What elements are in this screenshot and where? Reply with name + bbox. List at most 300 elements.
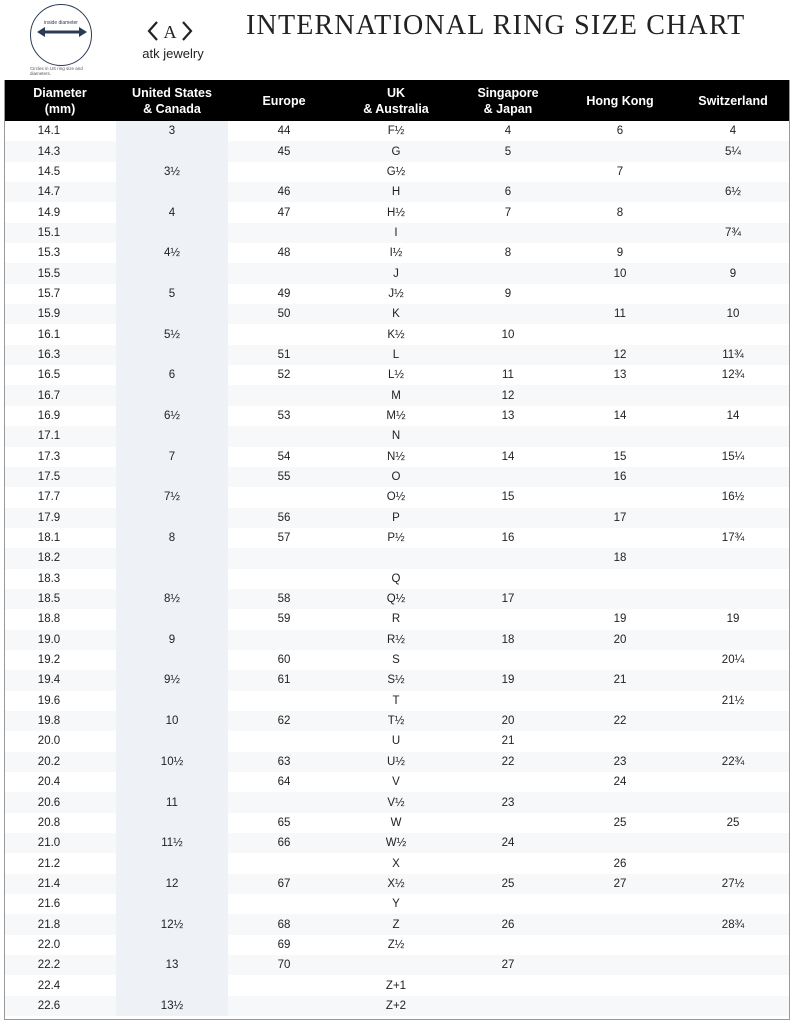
col-europe-cell — [228, 487, 340, 507]
col-hong-kong-cell: 16 — [564, 467, 676, 487]
table-row — [4, 467, 790, 487]
col-hong-kong-cell: 27 — [564, 874, 676, 894]
table-row — [4, 141, 790, 161]
col-diameter-cell: 15.9 — [4, 304, 116, 324]
col-europe-cell — [228, 548, 340, 568]
col-singapore-japan-cell: 27 — [452, 955, 564, 975]
col-diameter-cell: 18.8 — [4, 609, 116, 629]
col-europe-cell: 62 — [228, 711, 340, 731]
col-hong-kong-cell — [564, 589, 676, 609]
col-uk-australia-cell: R — [340, 609, 452, 629]
col-us-canada-cell — [116, 141, 228, 161]
col-diameter-cell: 18.5 — [4, 589, 116, 609]
col-switzerland-cell: 9 — [676, 263, 790, 283]
col-switzerland-cell — [676, 202, 790, 222]
col-singapore-japan-cell: 8 — [452, 243, 564, 263]
col-uk-australia-cell: Z½ — [340, 935, 452, 955]
col-hong-kong-cell: 19 — [564, 609, 676, 629]
table-row — [4, 345, 790, 365]
col-singapore-japan-cell: 23 — [452, 792, 564, 812]
col-diameter-cell: 20.6 — [4, 792, 116, 812]
col-hong-kong-cell — [564, 324, 676, 344]
col-singapore-japan-cell — [452, 508, 564, 528]
col-europe-cell: 45 — [228, 141, 340, 161]
table-row — [4, 324, 790, 344]
col-diameter-cell: 21.2 — [4, 853, 116, 873]
col-us-canada-cell — [116, 731, 228, 751]
col-us-canada-cell: 4½ — [116, 243, 228, 263]
col-uk-australia-cell: J½ — [340, 284, 452, 304]
col-switzerland-cell: 6½ — [676, 182, 790, 202]
col-hong-kong-cell — [564, 569, 676, 589]
col-uk-australia-cell: Z+1 — [340, 975, 452, 995]
col-diameter-cell: 16.5 — [4, 365, 116, 385]
col-diameter-cell: 21.4 — [4, 874, 116, 894]
col-us-canada-cell: 3 — [116, 121, 228, 141]
col-uk-australia-cell: U½ — [340, 752, 452, 772]
col-diameter-cell: 22.6 — [4, 996, 116, 1016]
col-europe-cell: 70 — [228, 955, 340, 975]
col-us-canada-cell: 10½ — [116, 752, 228, 772]
col-switzerland-cell — [676, 284, 790, 304]
table-row — [4, 548, 790, 568]
col-hong-kong-cell: 8 — [564, 202, 676, 222]
col-switzerland-cell — [676, 385, 790, 405]
col-singapore-japan-cell — [452, 894, 564, 914]
table-row — [4, 243, 790, 263]
table-row — [4, 202, 790, 222]
col-hong-kong-cell: 24 — [564, 772, 676, 792]
col-hong-kong-cell — [564, 284, 676, 304]
col-uk-australia-cell: H½ — [340, 202, 452, 222]
badge-caption: Circles in US ring size and diameters. — [30, 66, 83, 76]
col-europe-cell: 63 — [228, 752, 340, 772]
col-diameter-cell: 17.7 — [4, 487, 116, 507]
col-europe-cell: 49 — [228, 284, 340, 304]
col-hong-kong-cell — [564, 528, 676, 548]
col-hong-kong-cell — [564, 914, 676, 934]
col-switzerland-cell — [676, 975, 790, 995]
col-uk-australia-cell: U — [340, 731, 452, 751]
col-diameter-cell: 15.5 — [4, 263, 116, 283]
col-switzerland-cell: 21½ — [676, 691, 790, 711]
col-hong-kong-cell: 10 — [564, 263, 676, 283]
col-us-canada-cell: 10 — [116, 711, 228, 731]
col-europe-cell — [228, 223, 340, 243]
col-diameter-cell: 19.8 — [4, 711, 116, 731]
col-hong-kong-cell — [564, 385, 676, 405]
col-hong-kong-cell: 17 — [564, 508, 676, 528]
table-row — [4, 609, 790, 629]
col-europe-cell — [228, 162, 340, 182]
col-europe-cell: 66 — [228, 833, 340, 853]
col-europe-cell — [228, 691, 340, 711]
col-diameter-cell: 18.1 — [4, 528, 116, 548]
col-europe-cell — [228, 426, 340, 446]
col-singapore-japan-cell — [452, 548, 564, 568]
table-row — [4, 691, 790, 711]
col-diameter-cell: 16.7 — [4, 385, 116, 405]
col-hong-kong-cell — [564, 426, 676, 446]
col-europe-cell — [228, 569, 340, 589]
col-us-canada-cell — [116, 853, 228, 873]
table-row — [4, 894, 790, 914]
col-europe-cell: 67 — [228, 874, 340, 894]
col-switzerland-cell — [676, 670, 790, 690]
table-row — [4, 528, 790, 548]
col-switzerland-cell — [676, 792, 790, 812]
col-switzerland-cell — [676, 243, 790, 263]
col-singapore-japan-header: Singapore & Japan — [452, 80, 564, 121]
col-switzerland-cell: 16½ — [676, 487, 790, 507]
table-row — [4, 853, 790, 873]
col-switzerland-cell: 4 — [676, 121, 790, 141]
col-us-canada-header: United States & Canada — [116, 80, 228, 121]
col-switzerland-cell: 15¼ — [676, 447, 790, 467]
col-singapore-japan-cell — [452, 853, 564, 873]
col-switzerland-cell — [676, 426, 790, 446]
col-europe-cell: 44 — [228, 121, 340, 141]
col-hong-kong-cell: 15 — [564, 447, 676, 467]
table-row — [4, 263, 790, 283]
col-uk-australia-cell: P — [340, 508, 452, 528]
col-singapore-japan-cell — [452, 304, 564, 324]
col-switzerland-cell: 5¼ — [676, 141, 790, 161]
col-us-canada-cell — [116, 263, 228, 283]
col-uk-australia-cell: R½ — [340, 630, 452, 650]
col-switzerland-cell — [676, 589, 790, 609]
col-uk-australia-cell — [340, 955, 452, 975]
col-diameter-cell: 22.2 — [4, 955, 116, 975]
col-uk-australia-cell: L — [340, 345, 452, 365]
col-europe-cell — [228, 731, 340, 751]
col-hong-kong-cell: 7 — [564, 162, 676, 182]
col-diameter-cell: 14.1 — [4, 121, 116, 141]
col-switzerland-cell: 28¾ — [676, 914, 790, 934]
table-row — [4, 996, 790, 1016]
table-row — [4, 447, 790, 467]
col-europe-cell: 47 — [228, 202, 340, 222]
col-europe-cell: 69 — [228, 935, 340, 955]
col-switzerland-cell — [676, 955, 790, 975]
col-europe-cell: 46 — [228, 182, 340, 202]
col-hong-kong-cell — [564, 894, 676, 914]
col-uk-australia-cell: T½ — [340, 711, 452, 731]
col-us-canada-cell: 12½ — [116, 914, 228, 934]
col-us-canada-cell: 5½ — [116, 324, 228, 344]
col-singapore-japan-cell: 25 — [452, 874, 564, 894]
col-us-canada-cell: 8 — [116, 528, 228, 548]
col-uk-australia-cell: T — [340, 691, 452, 711]
col-singapore-japan-cell — [452, 691, 564, 711]
table-row — [4, 406, 790, 426]
col-singapore-japan-cell: 4 — [452, 121, 564, 141]
col-us-canada-cell: 6 — [116, 365, 228, 385]
col-uk-australia-cell: V½ — [340, 792, 452, 812]
table-row — [4, 874, 790, 894]
col-singapore-japan-cell — [452, 935, 564, 955]
table-row — [4, 772, 790, 792]
col-diameter-cell: 15.7 — [4, 284, 116, 304]
table-row — [4, 385, 790, 405]
col-uk-australia-cell: I — [340, 223, 452, 243]
table-row — [4, 650, 790, 670]
col-switzerland-cell — [676, 853, 790, 873]
col-diameter-cell: 20.8 — [4, 813, 116, 833]
col-hong-kong-cell — [564, 731, 676, 751]
col-singapore-japan-cell: 5 — [452, 141, 564, 161]
col-uk-australia-cell: Z — [340, 914, 452, 934]
col-us-canada-cell — [116, 508, 228, 528]
col-hong-kong-cell — [564, 975, 676, 995]
col-hong-kong-cell: 11 — [564, 304, 676, 324]
col-diameter-cell: 14.9 — [4, 202, 116, 222]
col-uk-australia-cell: Z+2 — [340, 996, 452, 1016]
col-europe-cell: 58 — [228, 589, 340, 609]
col-diameter-cell: 19.2 — [4, 650, 116, 670]
table-row — [4, 833, 790, 853]
col-us-canada-cell — [116, 650, 228, 670]
col-europe-cell: 65 — [228, 813, 340, 833]
col-singapore-japan-cell — [452, 813, 564, 833]
col-diameter-cell: 14.5 — [4, 162, 116, 182]
col-hong-kong-cell — [564, 691, 676, 711]
col-diameter-header: Diameter (mm) — [4, 80, 116, 121]
col-hong-kong-cell — [564, 487, 676, 507]
col-switzerland-cell: 12¾ — [676, 365, 790, 385]
col-europe-cell — [228, 894, 340, 914]
col-switzerland-cell — [676, 833, 790, 853]
table-row — [4, 182, 790, 202]
table-row — [4, 304, 790, 324]
col-us-canada-cell — [116, 304, 228, 324]
col-europe-cell: 48 — [228, 243, 340, 263]
col-switzerland-cell: 25 — [676, 813, 790, 833]
col-uk-australia-cell: W½ — [340, 833, 452, 853]
col-hong-kong-cell — [564, 935, 676, 955]
col-us-canada-cell: 8½ — [116, 589, 228, 609]
col-europe-cell — [228, 630, 340, 650]
col-uk-australia-cell: X½ — [340, 874, 452, 894]
col-switzerland-cell — [676, 630, 790, 650]
col-uk-australia-cell: S — [340, 650, 452, 670]
col-diameter-cell: 20.0 — [4, 731, 116, 751]
col-diameter-cell: 19.4 — [4, 670, 116, 690]
col-hong-kong-cell — [564, 833, 676, 853]
col-us-canada-cell — [116, 894, 228, 914]
col-uk-australia-cell: L½ — [340, 365, 452, 385]
col-us-canada-cell: 6½ — [116, 406, 228, 426]
col-diameter-cell: 16.1 — [4, 324, 116, 344]
col-switzerland-cell — [676, 772, 790, 792]
col-hong-kong-cell: 26 — [564, 853, 676, 873]
col-singapore-japan-cell — [452, 569, 564, 589]
col-switzerland-cell: 20¼ — [676, 650, 790, 670]
col-europe-cell: 52 — [228, 365, 340, 385]
col-singapore-japan-cell — [452, 263, 564, 283]
col-us-canada-cell: 13 — [116, 955, 228, 975]
col-us-canada-cell — [116, 345, 228, 365]
col-uk-australia-cell: X — [340, 853, 452, 873]
col-switzerland-cell: 27½ — [676, 874, 790, 894]
col-europe-cell — [228, 975, 340, 995]
col-us-canada-cell: 13½ — [116, 996, 228, 1016]
col-us-canada-cell — [116, 935, 228, 955]
col-switzerland-cell — [676, 508, 790, 528]
col-switzerland-cell — [676, 324, 790, 344]
col-hong-kong-cell — [564, 792, 676, 812]
col-singapore-japan-cell: 6 — [452, 182, 564, 202]
table-row — [4, 731, 790, 751]
table-row — [4, 365, 790, 385]
col-uk-australia-cell: M½ — [340, 406, 452, 426]
col-diameter-cell: 14.3 — [4, 141, 116, 161]
col-diameter-cell: 17.3 — [4, 447, 116, 467]
col-us-canada-cell — [116, 548, 228, 568]
col-switzerland-cell — [676, 996, 790, 1016]
col-diameter-cell: 22.0 — [4, 935, 116, 955]
col-europe-cell: 60 — [228, 650, 340, 670]
col-us-canada-cell — [116, 569, 228, 589]
page-header — [0, 0, 794, 80]
col-singapore-japan-cell — [452, 975, 564, 995]
col-diameter-cell: 17.1 — [4, 426, 116, 446]
col-hong-kong-cell: 23 — [564, 752, 676, 772]
col-hong-kong-cell: 20 — [564, 630, 676, 650]
col-europe-cell: 59 — [228, 609, 340, 629]
col-hong-kong-cell — [564, 996, 676, 1016]
col-hong-kong-cell: 14 — [564, 406, 676, 426]
col-diameter-cell: 17.5 — [4, 467, 116, 487]
col-hong-kong-cell — [564, 955, 676, 975]
col-us-canada-cell: 3½ — [116, 162, 228, 182]
col-europe-cell — [228, 263, 340, 283]
table-row — [4, 752, 790, 772]
col-uk-australia-cell: J — [340, 263, 452, 283]
col-singapore-japan-cell: 26 — [452, 914, 564, 934]
col-singapore-japan-cell: 12 — [452, 385, 564, 405]
page-title: INTERNATIONAL RING SIZE CHART — [246, 10, 746, 41]
col-diameter-cell: 21.6 — [4, 894, 116, 914]
col-uk-australia-cell: N½ — [340, 447, 452, 467]
col-switzerland-cell — [676, 711, 790, 731]
col-europe-cell: 64 — [228, 772, 340, 792]
col-singapore-japan-cell: 10 — [452, 324, 564, 344]
col-us-canada-cell — [116, 182, 228, 202]
col-uk-australia-cell: G — [340, 141, 452, 161]
col-switzerland-cell: 17¾ — [676, 528, 790, 548]
col-hong-kong-header: Hong Kong — [564, 80, 676, 121]
ring-size-table — [4, 80, 790, 1016]
table-row — [4, 284, 790, 304]
table-row — [4, 508, 790, 528]
col-singapore-japan-cell: 11 — [452, 365, 564, 385]
table-row — [4, 121, 790, 141]
table-row — [4, 487, 790, 507]
col-us-canada-cell — [116, 426, 228, 446]
col-diameter-cell: 14.7 — [4, 182, 116, 202]
col-uk-australia-cell: O — [340, 467, 452, 487]
col-us-canada-cell — [116, 609, 228, 629]
col-us-canada-cell — [116, 467, 228, 487]
col-europe-cell: 51 — [228, 345, 340, 365]
col-europe-header: Europe — [228, 80, 340, 121]
col-uk-australia-cell: W — [340, 813, 452, 833]
col-singapore-japan-cell: 19 — [452, 670, 564, 690]
col-hong-kong-cell — [564, 141, 676, 161]
col-us-canada-cell: 4 — [116, 202, 228, 222]
col-hong-kong-cell: 18 — [564, 548, 676, 568]
col-singapore-japan-cell — [452, 609, 564, 629]
col-uk-australia-cell: Q½ — [340, 589, 452, 609]
col-uk-australia-cell: M — [340, 385, 452, 405]
col-singapore-japan-cell — [452, 426, 564, 446]
col-singapore-japan-cell — [452, 467, 564, 487]
col-diameter-cell: 15.1 — [4, 223, 116, 243]
col-europe-cell: 53 — [228, 406, 340, 426]
col-singapore-japan-cell: 24 — [452, 833, 564, 853]
col-europe-cell: 54 — [228, 447, 340, 467]
col-uk-australia-cell: O½ — [340, 487, 452, 507]
col-europe-cell: 68 — [228, 914, 340, 934]
col-switzerland-cell — [676, 894, 790, 914]
col-uk-australia-cell: V — [340, 772, 452, 792]
table-body — [4, 121, 790, 1016]
col-switzerland-cell — [676, 162, 790, 182]
col-singapore-japan-cell: 18 — [452, 630, 564, 650]
col-diameter-cell: 20.4 — [4, 772, 116, 792]
col-us-canada-cell — [116, 223, 228, 243]
col-uk-australia-cell: Y — [340, 894, 452, 914]
col-singapore-japan-cell: 16 — [452, 528, 564, 548]
col-hong-kong-cell: 25 — [564, 813, 676, 833]
col-singapore-japan-cell: 7 — [452, 202, 564, 222]
col-switzerland-cell — [676, 731, 790, 751]
col-switzerland-cell: 10 — [676, 304, 790, 324]
table-row — [4, 711, 790, 731]
col-europe-cell — [228, 385, 340, 405]
col-singapore-japan-cell: 15 — [452, 487, 564, 507]
col-switzerland-cell — [676, 935, 790, 955]
col-singapore-japan-cell — [452, 996, 564, 1016]
col-europe-cell: 57 — [228, 528, 340, 548]
col-diameter-cell: 18.2 — [4, 548, 116, 568]
col-europe-cell: 56 — [228, 508, 340, 528]
col-singapore-japan-cell: 13 — [452, 406, 564, 426]
col-uk-australia-cell: S½ — [340, 670, 452, 690]
table-row — [4, 162, 790, 182]
col-switzerland-cell — [676, 467, 790, 487]
table-row — [4, 630, 790, 650]
col-uk-australia-cell: Q — [340, 569, 452, 589]
col-us-canada-cell — [116, 385, 228, 405]
col-europe-cell: 55 — [228, 467, 340, 487]
col-us-canada-cell: 12 — [116, 874, 228, 894]
col-hong-kong-cell — [564, 182, 676, 202]
col-hong-kong-cell: 13 — [564, 365, 676, 385]
col-europe-cell — [228, 324, 340, 344]
col-uk-australia-cell: G½ — [340, 162, 452, 182]
col-diameter-cell: 16.3 — [4, 345, 116, 365]
table-row — [4, 813, 790, 833]
col-singapore-japan-cell — [452, 650, 564, 670]
col-hong-kong-cell: 12 — [564, 345, 676, 365]
table-row — [4, 914, 790, 934]
col-us-canada-cell: 5 — [116, 284, 228, 304]
table-row — [4, 589, 790, 609]
col-singapore-japan-cell — [452, 345, 564, 365]
col-hong-kong-cell: 21 — [564, 670, 676, 690]
